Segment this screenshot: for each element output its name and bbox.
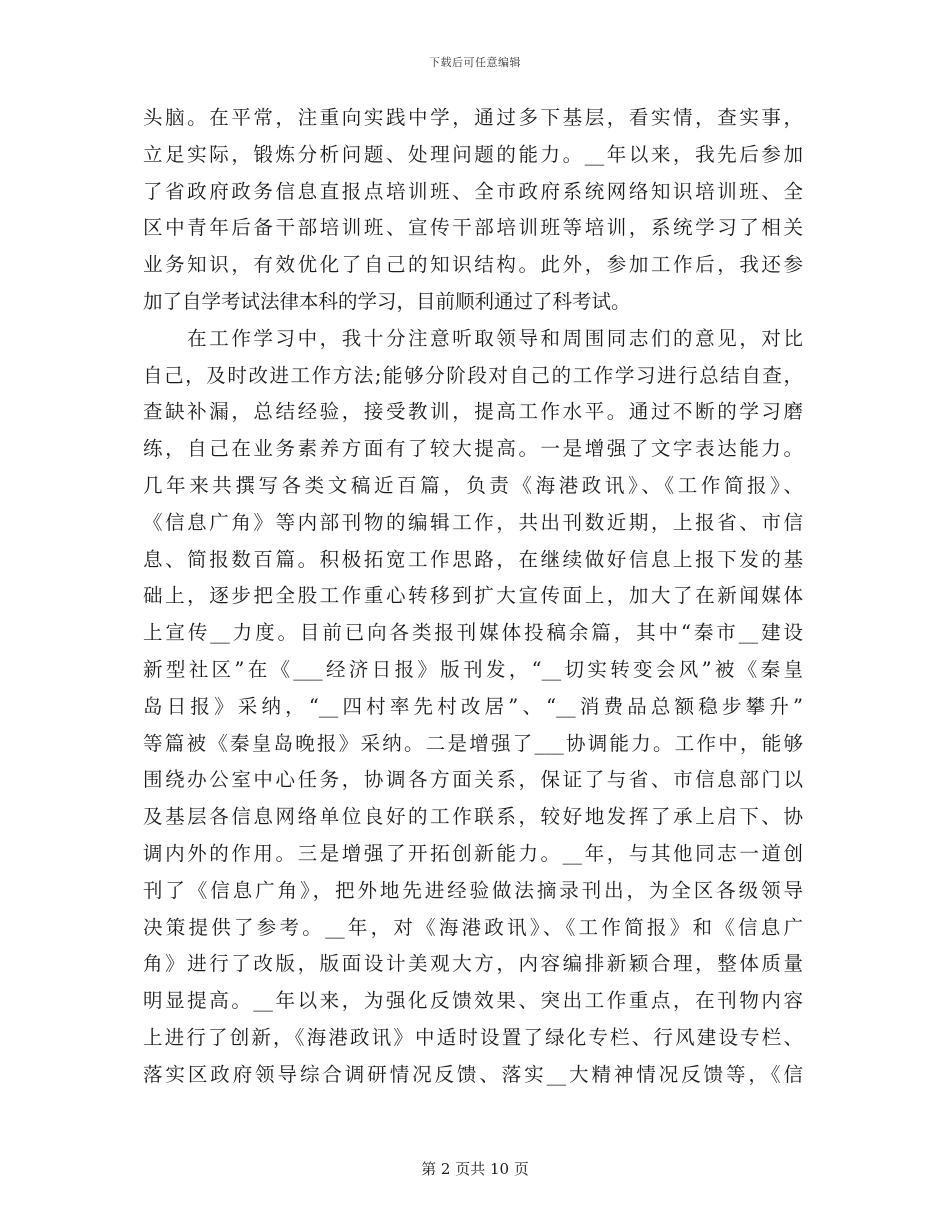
text-line: 立足实际，锻炼分析问题、处理问题的能力。__年以来，我先后参加	[143, 142, 803, 166]
text-line: 几年来共撰写各类文稿近百篇，负责《海港政讯》、《工作简报》、	[143, 473, 803, 497]
text-line: 上进行了创新，《海港政讯》中适时设置了绿化专栏、行风建设专栏、	[143, 1025, 803, 1049]
text-line: 区中青年后备干部培训班、宣传干部培训班等培训，系统学习了相关	[143, 216, 803, 240]
text-line: 础上，逐步把全股工作重心转移到扩大宣传面上，加大了在新闻媒体	[143, 584, 803, 608]
text-line: 角》进行了改版，版面设计美观大方，内容编排新颖合理，整体质量	[143, 952, 803, 976]
document-body	[143, 100, 803, 1094]
text-line: 了省政府政务信息直报点培训班、全市政府系统网络知识培训班、全	[143, 179, 803, 203]
text-line: 明显提高。__年以来，为强化反馈效果、突出工作重点，在刊物内容	[143, 989, 803, 1013]
text-line: 自己，及时改进工作方法;能够分阶段对自己的工作学习进行总结自查，	[143, 363, 803, 387]
text-line: 《信息广角》等内部刊物的编辑工作，共出刊数近期，上报省、市信	[143, 510, 803, 534]
text-line: 岛日报》采纳，“__四村率先村改居”、“__消费品总额稳步攀升”	[143, 694, 803, 718]
text-line: 业务知识，有效优化了自己的知识结构。此外，参加工作后，我还参	[143, 253, 803, 277]
text-line: 围绕办公室中心任务，协调各方面关系，保证了与省、市信息部门以	[143, 768, 803, 792]
text-line: 调内外的作用。三是增强了开拓创新能力。__年，与其他同志一道创	[143, 841, 803, 865]
text-line: 等篇被《秦皇岛晚报》采纳。二是增强了___协调能力。工作中，能够	[143, 731, 803, 755]
text-line: 决策提供了参考。__年，对《海港政讯》、《工作简报》和《信息广	[143, 915, 803, 939]
page-footer: 第 2 页共 10 页	[421, 1160, 529, 1178]
text-line: 在工作学习中，我十分注意听取领导和周围同志们的意见，对比	[143, 326, 803, 350]
text-line: 加了自学考试法律本科的学习，目前顺利通过了科考试。	[143, 289, 631, 313]
text-line: 查缺补漏，总结经验，接受教训，提高工作水平。通过不断的学习磨	[143, 400, 803, 424]
text-line: 头脑。在平常，注重向实践中学，通过多下基层，看实情，查实事，	[143, 106, 803, 129]
text-line: 新型社区”在《___经济日报》版刊发，“__切实转变会风”被《秦皇	[143, 657, 803, 681]
text-line: 及基层各信息网络单位良好的工作联系，较好地发挥了承上启下、协	[143, 805, 803, 829]
text-line: 息、简报数百篇。积极拓宽工作思路，在继续做好信息上报下发的基	[143, 547, 803, 571]
text-line: 练，自己在业务素养方面有了较大提高。一是增强了文字表达能力。	[143, 437, 803, 461]
text-line: 落实区政府领导综合调研情况反馈、落实__大精神情况反馈等，《信	[143, 1062, 803, 1086]
text-line: 上宣传__力度。目前已向各类报刊媒体投稿余篇，其中“秦市__建设	[143, 621, 803, 645]
text-line: 刊了《信息广角》，把外地先进经验做法摘录刊出，为全区各级领导	[143, 878, 803, 902]
page-header: 下载后可任意编辑	[429, 56, 521, 69]
